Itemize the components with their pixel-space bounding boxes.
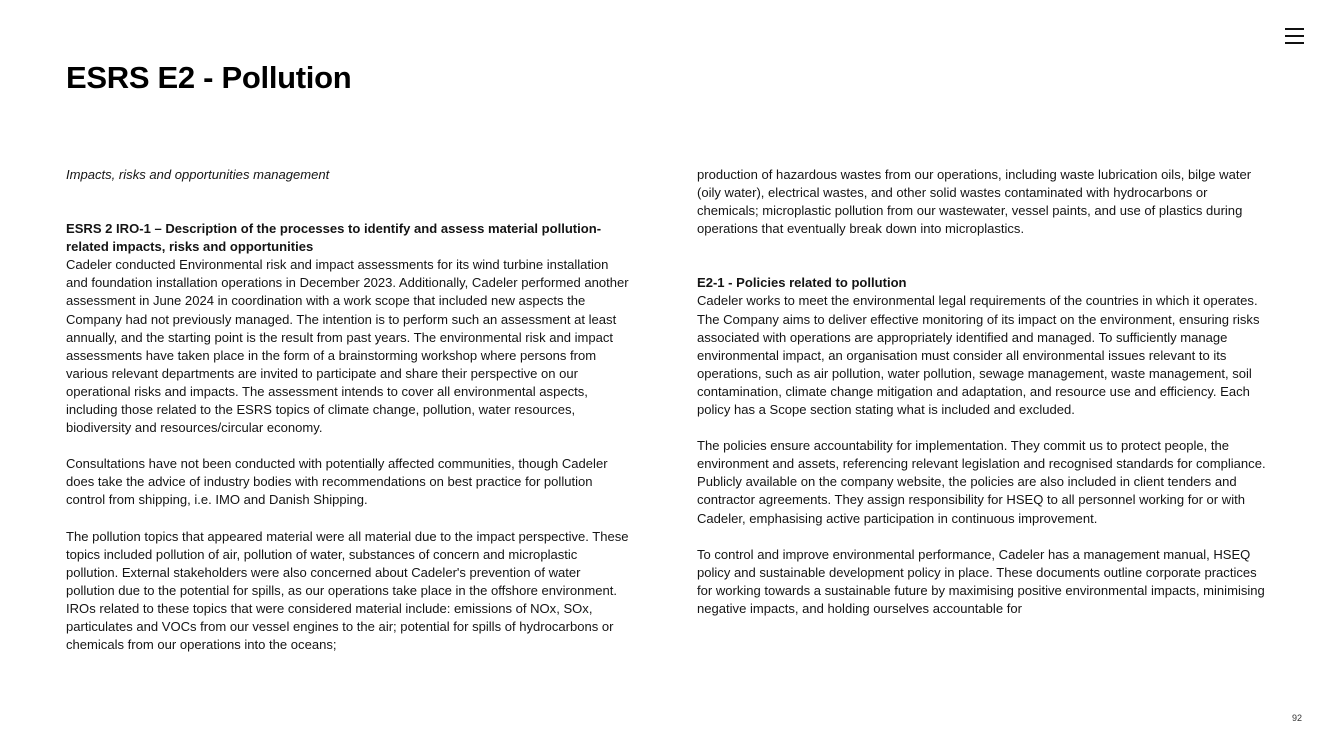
page-title: ESRS E2 - Pollution (66, 60, 352, 95)
menu-bar (1285, 35, 1304, 37)
iro1-paragraph-2: Consultations have not been conducted with potentially affected communities, though Cadeler does take the advice of industry bodies with recommendations on best practice for pollution control from shipping, i.e. IMO and Danish Shipping. (66, 456, 608, 508)
section-subtitle: Impacts, risks and opportunities management (66, 167, 330, 182)
menu-bar (1285, 42, 1304, 44)
menu-bar (1285, 28, 1304, 30)
iro1-paragraph-continued: production of hazardous wastes from our operations, including waste lubrication oils, bilge water (oily water), electrical wastes, and other solid wastes contaminated with hydrocarbons or chemicals; microplastic pollution from our wastewater, vessel paints, and use of plastics during operations that eventually break down into microplastics. (697, 167, 1252, 237)
right-column (697, 166, 1269, 618)
iro1-heading: ESRS 2 IRO-1 – Description of the processes to identify and assess material pollution-related impacts, risks and opportunities (66, 221, 602, 255)
e2-1-heading: E2-1 - Policies related to pollution (697, 275, 907, 291)
left-column (66, 166, 632, 654)
hamburger-menu-icon[interactable] (1285, 27, 1307, 45)
iro1-paragraph-1: Cadeler conducted Environmental risk and impact assessments for its wind turbine installation and foundation installation operations in December 2023. Additionally, Cadeler performed another assessment in June 2024 in coordination with a work scope that included new aspects the Company had not previously managed. The intention is to perform such an assessment at least annually, and the starting point is the result from past years. The environmental risk and impact assessments have taken place in the form of a brainstorming workshop where persons from various relevant departments are invited to participate and share their perspective on our operational risks and impacts. The assessment intends to cover all environmental aspects, including those related to the ESRS topics of climate change, pollution, water resources, biodiversity and resources/circular economy. (66, 257, 629, 436)
page-number: 92 (1292, 713, 1303, 723)
e2-1-paragraph-1: Cadeler works to meet the environmental legal requirements of the countries in which it operates. The Company aims to deliver effective monitoring of its impact on the environment, ensuring risks associated with operations are appropriately identified and managed. To sufficiently manage environmental impact, an organisation must consider all environmental issues relevant to its operations, such as air pollution, water pollution, sewage management, waste management, soil contamination, climate change mitigation and adaptation, and resource use and efficiency. Each policy has a Scope section stating what is included and excluded. (697, 293, 1260, 418)
e2-1-paragraph-2: The policies ensure accountability for implementation. They commit us to protect people, the environment and assets, referencing relevant legislation and recognised standards for compliance. Publicly available on the company website, the policies are also included in client tenders and contractor agreements. They assign responsibility for HSEQ to all personnel working for or with Cadeler, emphasising active participation in continuous improvement. (697, 438, 1266, 526)
iro1-paragraph-3: The pollution topics that appeared material were all material due to the impact perspective. These topics included pollution of air, pollution of water, substances of concern and microplastic pollution. External stakeholders were also concerned about Cadeler's prevention of water pollution due to the potential for spills, as our operations take place in the offshore environment. IROs related to these topics that were considered material include: emissions of NOx, SOx, particulates and VOCs from our vessel engines to the air; potential for spills of hydrocarbons or chemicals from our operations into the oceans; (66, 528, 629, 653)
e2-1-paragraph-3: To control and improve environmental performance, Cadeler has a management manual, HSEQ policy and sustainable development policy in place. These documents outline corporate practices for working towards a sustainable future by maximising positive environmental impacts, minimising negative impacts, and holding ourselves accountable for (697, 546, 1265, 616)
